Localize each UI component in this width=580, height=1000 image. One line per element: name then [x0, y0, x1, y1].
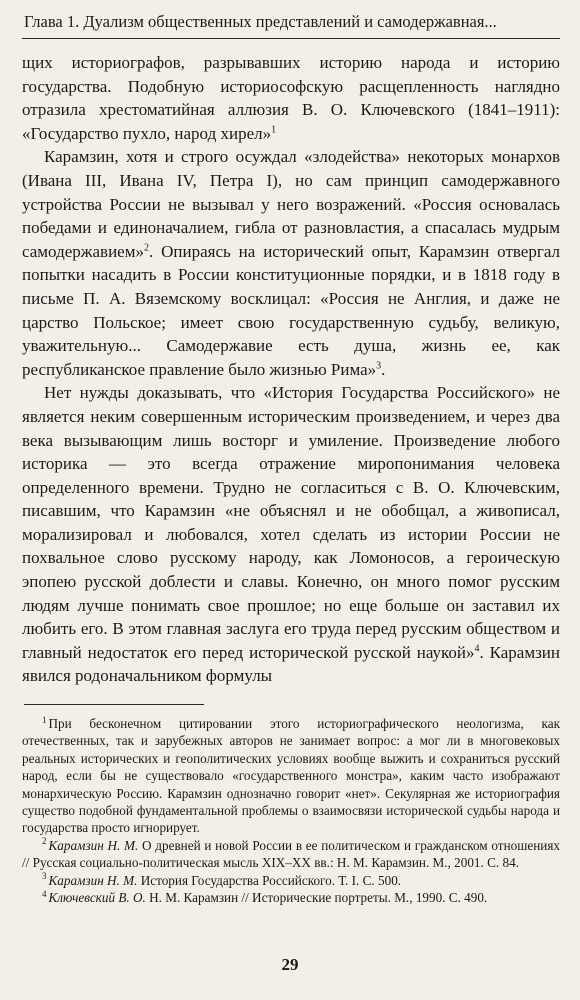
- footnote-ref: 4: [474, 643, 480, 655]
- footnote-text: История Государства Российского. Т. I. С. 500.: [140, 872, 402, 888]
- footnote-text: О древней и новой России в ее политическом и гражданском отношениях // Русская социально-политическая мысль XIX–XX вв.: Н. М. Карамзин. М., 2001. С. 84.: [22, 837, 560, 871]
- footnote-ref: 2: [143, 242, 149, 254]
- main-text: [22, 51, 560, 688]
- paragraph-text: Карамзин, хотя и строго осуждал «злодейства» некоторых монархов (Ивана III, Ивана IV, Петра I), но сам принцип самодержавного устройства России не вызывал у него возражений. «Россия основалась победами и единоначалием, гибла от разновластия, а спасалась мудрым самодержавием»: [22, 147, 560, 261]
- footnote-mark: 4: [42, 888, 47, 899]
- page-number: 29: [281, 955, 299, 974]
- footnote-mark: 2: [42, 836, 47, 847]
- paragraph-text: Нет нужды доказывать, что «История Государства Российского» не является неким совершенным историческим произведением, и через два века вызывающим лишь восторг и умиление. Произведение любого историка — это всегда отражение миропонимания человека определенного времени. Трудно не согласиться с В. О. Ключевским, писавшим, что Карамзин «не объяснял и не обобщал, а живописал, морализировал и любовался, хотел сделать из истории России не похвальное слово русскому народу, как Ломоносов, а героическую эпопею русской доблести и славы. Конечно, он много помог русским людям лучше понимать свое прошлое; но еще больше он заставил их любить его. В этом главная заслуга его труда перед русским обществом и главный недостаток его перед исторической русской наукой»: [22, 383, 560, 662]
- footnote-text: Н. М. Карамзин // Исторические портреты. М., 1990. С. 490.: [149, 890, 488, 906]
- paragraph-3: [22, 381, 560, 688]
- footnote-1: [22, 715, 560, 837]
- footnote-2: [22, 837, 560, 872]
- footnote-4: [22, 889, 560, 906]
- paragraph-tail: . Карамзин явился родоначальником формулы: [22, 642, 560, 686]
- paragraph-tail: .: [381, 359, 386, 379]
- running-title: Глава 1. Дуализм общественных представлений и самодержавная...: [22, 12, 560, 39]
- footnotes: [22, 715, 560, 906]
- footnote-3: [22, 872, 560, 889]
- paragraph-text: щих историографов, разрывавших историю народа и историю государства. Подобную историософскую расщепленность наглядно отразила хрестоматийная аллюзия В. О. Ключевского (1841–1911): «Государство пухло, народ хирел»: [22, 53, 560, 143]
- footnote-author: Карамзин Н. М.: [48, 837, 139, 853]
- footnote-author: Ключевский В. О.: [48, 890, 146, 906]
- footnote-author: Карамзин Н. М.: [48, 872, 138, 888]
- footnote-ref: 1: [271, 124, 277, 136]
- footnote-mark: 1: [42, 714, 47, 725]
- footnote-ref: 3: [376, 360, 382, 372]
- footnote-text: При бесконечном цитировании этого историографического неологизма, как отечественных, так и зарубежных авторов не занимает вопрос: а мог ли в многовековых реальных исторических и геополитических условиях вообще выжить и сохраниться русский народ, если бы не существовало «государственного монстра», каким часто изображают монархическую Россию. Карамзин однозначно говорит «нет». Секулярная же историография существо подобной фундаментальной проблемы о взаимосвязи исторической судьбы народа и государства просто игнорирует.: [22, 716, 560, 836]
- paragraph-tail: . Опираясь на исторический опыт, Карамзин отвергал попытки насадить в России конституционные порядки, и в 1818 году в письме П. А. Вяземскому восклицал: «Россия не Англия, и даже не царство Польское; имеет свою государственную судьбу, великую, уважительную... Самодержавие есть душа, жизнь ее, как республиканское правление было жизнью Рима»: [22, 241, 560, 379]
- footnote-divider: [24, 704, 204, 705]
- footnote-mark: 3: [42, 871, 47, 882]
- paragraph-2: [22, 145, 560, 381]
- paragraph-1: [22, 51, 560, 145]
